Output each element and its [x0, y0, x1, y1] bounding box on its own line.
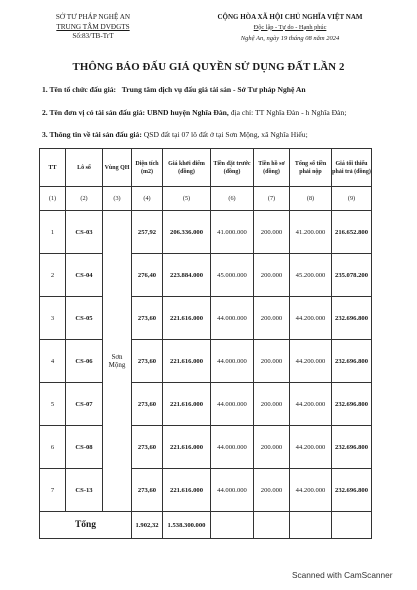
index-cell: (3) [103, 187, 132, 211]
info-line-1-label: 1. Tên tổ chức đấu giá: [42, 85, 117, 94]
header-cell: Diện tích (m2) [132, 149, 163, 187]
index-cell: (6) [211, 187, 254, 211]
issuer-block [28, 13, 158, 42]
info-line-1 [42, 85, 306, 94]
column-index-row [40, 187, 372, 211]
row-area: 273,60 [132, 383, 163, 426]
row-lot: CS-04 [66, 254, 103, 297]
row-deposit: 44.000.000 [211, 383, 254, 426]
row-tt: 6 [40, 426, 66, 469]
row-tt: 7 [40, 469, 66, 512]
table-row [40, 469, 372, 512]
index-cell: (7) [254, 187, 290, 211]
row-total: 41.200.000 [290, 211, 332, 254]
motto: Độc lập - Tự do - Hạnh phúc [253, 23, 327, 31]
total-label: Tổng [40, 512, 132, 539]
row-deposit: 44.000.000 [211, 469, 254, 512]
notice-title: THÔNG BÁO ĐẤU GIÁ QUYỀN SỬ DỤNG ĐẤT LẦN 2 [72, 61, 345, 73]
info-line-2-value: UBND huyện Nghĩa Đàn, [146, 108, 229, 117]
row-deposit: 44.000.000 [211, 297, 254, 340]
index-cell: (2) [66, 187, 103, 211]
country-name: CỘNG HÒA XÃ HỘI CHỦ NGHĨA VIỆT NAM [217, 13, 363, 21]
index-cell: (1) [40, 187, 66, 211]
row-tt: 5 [40, 383, 66, 426]
table-header-row [40, 149, 372, 187]
header-cell: Tiền đặt trước (đồng) [211, 149, 254, 187]
row-total: 45.200.000 [290, 254, 332, 297]
total-empty-cell [254, 512, 290, 539]
issuer-department: SỞ TƯ PHÁP NGHỆ AN [55, 13, 131, 21]
total-area: 1.902,32 [132, 512, 163, 539]
total-empty-cell [290, 512, 332, 539]
header-cell: Giá tối thiểu phải trả (đồng) [332, 149, 372, 187]
row-lot: CS-08 [66, 426, 103, 469]
issuer-center: TRUNG TÂM DVĐGTS [56, 22, 130, 31]
row-price: 206.336.000 [163, 211, 211, 254]
row-total: 44.200.000 [290, 426, 332, 469]
row-min-price: 232.696.800 [332, 383, 372, 426]
row-fee: 200.000 [254, 211, 290, 254]
total-price: 1.538.300.000 [163, 512, 211, 539]
header-cell: TT [40, 149, 66, 187]
row-area: 276,40 [132, 254, 163, 297]
row-area: 273,60 [132, 340, 163, 383]
header-cell: Vùng QH [103, 149, 132, 187]
row-price: 221.616.000 [163, 383, 211, 426]
row-total: 44.200.000 [290, 469, 332, 512]
row-min-price: 232.696.800 [332, 340, 372, 383]
row-fee: 200.000 [254, 297, 290, 340]
document-number: Số:83/TB-TrT [72, 32, 114, 40]
info-line-2-label: 2. Tên đơn vị có tài sản đấu giá: [42, 108, 146, 117]
header-cell: Tổng số tiền phải nộp [290, 149, 332, 187]
info-line-3 [42, 130, 308, 139]
row-deposit: 45.000.000 [211, 254, 254, 297]
index-cell: (9) [332, 187, 372, 211]
issue-date: Nghệ An, ngày 19 tháng 08 năm 2024 [240, 35, 340, 42]
info-line-2 [42, 108, 346, 117]
index-cell: (4) [132, 187, 163, 211]
row-min-price: 232.696.800 [332, 469, 372, 512]
info-line-3-label: 3. Thông tin về tài sản đấu giá: [42, 130, 142, 139]
row-lot: CS-05 [66, 297, 103, 340]
row-lot: CS-06 [66, 340, 103, 383]
row-tt: 1 [40, 211, 66, 254]
total-empty-cell [332, 512, 372, 539]
row-area: 257,92 [132, 211, 163, 254]
index-cell: (5) [163, 187, 211, 211]
header-cell: Giá khởi điểm (đồng) [163, 149, 211, 187]
zone-cell: Sơn Mộng [103, 211, 132, 512]
header-cell: Tiền hồ sơ (đồng) [254, 149, 290, 187]
row-total: 44.200.000 [290, 383, 332, 426]
row-tt: 3 [40, 297, 66, 340]
row-lot: CS-07 [66, 383, 103, 426]
row-lot: CS-13 [66, 469, 103, 512]
row-deposit: 41.000.000 [211, 211, 254, 254]
row-price: 221.616.000 [163, 426, 211, 469]
info-line-2-extra: địa chỉ: TT Nghĩa Đàn - h Nghĩa Đàn; [230, 108, 347, 117]
table-row [40, 297, 372, 340]
camscanner-watermark: Scanned with CamScanner [292, 570, 393, 580]
row-area: 273,60 [132, 469, 163, 512]
row-fee: 200.000 [254, 254, 290, 297]
row-total: 44.200.000 [290, 340, 332, 383]
national-motto-block [190, 13, 390, 44]
header-cell: Lô số [66, 149, 103, 187]
row-area: 273,60 [132, 297, 163, 340]
row-deposit: 44.000.000 [211, 340, 254, 383]
table-row [40, 211, 372, 254]
row-fee: 200.000 [254, 426, 290, 469]
table-row [40, 426, 372, 469]
row-tt: 2 [40, 254, 66, 297]
row-min-price: 232.696.800 [332, 297, 372, 340]
row-lot: CS-03 [66, 211, 103, 254]
row-min-price: 216.652.800 [332, 211, 372, 254]
row-total: 44.200.000 [290, 297, 332, 340]
row-tt: 4 [40, 340, 66, 383]
table-row [40, 340, 372, 383]
row-min-price: 235.078.200 [332, 254, 372, 297]
row-area: 273,60 [132, 426, 163, 469]
row-deposit: 44.000.000 [211, 426, 254, 469]
table-row [40, 383, 372, 426]
row-min-price: 232.696.800 [332, 426, 372, 469]
info-line-3-value: QSD đất tại 07 lô đất ở tại Sơn Mộng, xã Nghĩa Hiếu; [143, 130, 308, 139]
row-price: 221.616.000 [163, 297, 211, 340]
row-price: 223.884.000 [163, 254, 211, 297]
total-empty-cell [211, 512, 254, 539]
info-line-1-value: Trung tâm dịch vụ đấu giá tài sản - Sở Tư pháp Nghệ An [121, 85, 306, 94]
index-cell: (8) [290, 187, 332, 211]
total-row [40, 512, 372, 539]
table-row [40, 254, 372, 297]
row-fee: 200.000 [254, 469, 290, 512]
row-price: 221.616.000 [163, 469, 211, 512]
row-price: 221.616.000 [163, 340, 211, 383]
row-fee: 200.000 [254, 383, 290, 426]
auction-table [39, 148, 372, 539]
row-fee: 200.000 [254, 340, 290, 383]
